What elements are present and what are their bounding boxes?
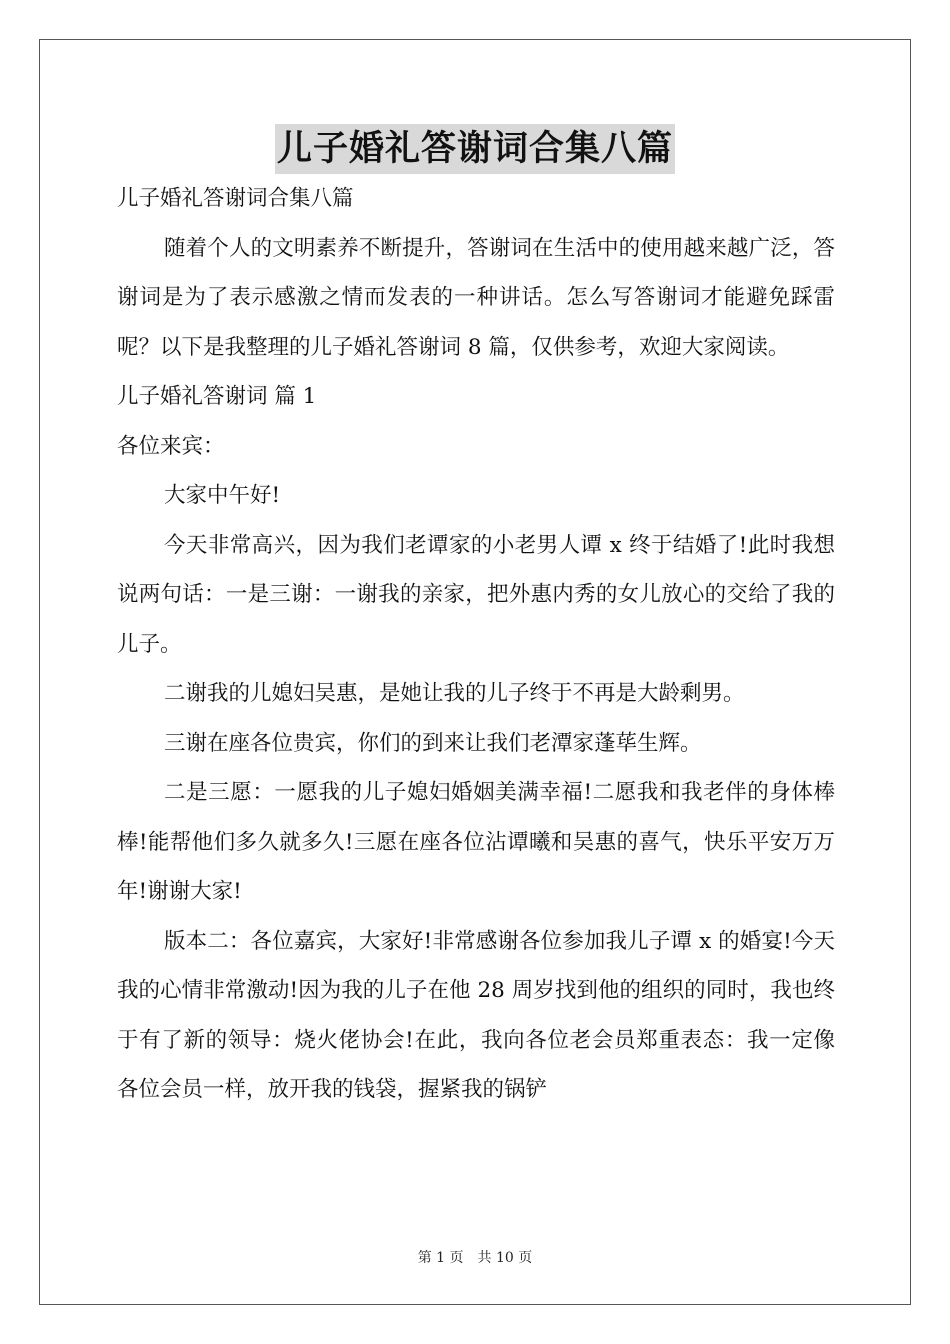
paragraph: 今天非常高兴，因为我们老谭家的小老男人谭 x 终于结婚了!此时我想说两句话：一是三谢：一谢我的亲家，把外惠内秀的女儿放心的交给了我的儿子。 <box>117 532 835 657</box>
section-heading: 儿子婚礼答谢词 篇 1 <box>117 384 317 409</box>
page-total: 共 10 页 <box>477 1250 533 1266</box>
paragraph: 大家中午好! <box>164 483 281 508</box>
paragraph: 儿子婚礼答谢词合集八篇 <box>117 186 354 211</box>
paragraph: 二是三愿：一愿我的儿子媳妇婚姻美满幸福!二愿我和我老伴的身体棒棒!能帮他们多久就多久!三愿在座各位沾谭曦和吴惠的喜气，快乐平安万万年!谢谢大家! <box>117 780 835 904</box>
paragraph: 三谢在座各位贵宾，你们的到来让我们老潭家蓬荜生辉。 <box>164 730 702 756</box>
page-number: 第 1 页 <box>417 1250 464 1266</box>
document-title: 儿子婚礼答谢词合集八篇 <box>275 124 675 174</box>
title-wrapper <box>0 124 950 174</box>
paragraph: 随着个人的文明素养不断提升，答谢词在生活中的使用越来越广泛，答谢词是为了表示感激之情而发表的一种讲话。怎么写答谢词才能避免踩雷呢？以下是我整理的儿子婚礼答谢词 8 篇，仅供参考，欢迎大家阅读。 <box>117 235 835 360</box>
paragraph: 各位来宾： <box>117 433 225 459</box>
document-body <box>117 174 835 1115</box>
page-footer <box>0 1247 950 1267</box>
paragraph: 二谢我的儿媳妇吴惠，是她让我的儿子终于不再是大龄剩男。 <box>164 681 745 706</box>
paragraph: 版本二：各位嘉宾，大家好!非常感谢各位参加我儿子谭 x 的婚宴!今天我的心情非常激动!因为我的儿子在他 28 周岁找到他的组织的同时，我也终于有了新的领导：烧火佬协会!在此，我向各位老会员郑重表态：我一定像各位会员一样，放开我的钱袋，握紧我的锅铲 <box>117 928 835 1102</box>
